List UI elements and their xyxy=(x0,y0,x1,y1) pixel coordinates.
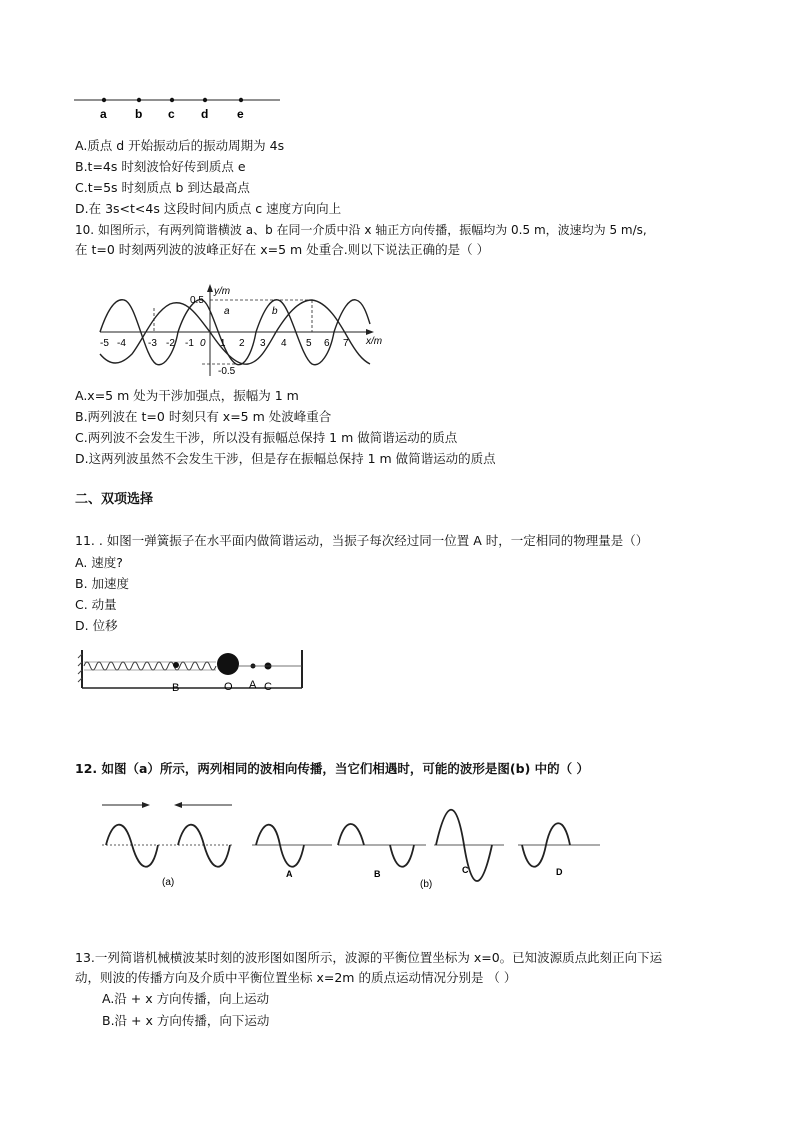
label-A: A xyxy=(249,679,257,691)
q13-option-a: A.沿 + x 方向传播，向上运动 xyxy=(102,991,270,1006)
x-axis-label: x/m xyxy=(366,336,383,347)
label-O: O xyxy=(224,681,233,693)
point-label-e: e xyxy=(237,107,244,121)
point-label-a: a xyxy=(100,107,107,121)
wave-a-right xyxy=(178,825,230,867)
q11-option-b: B. 加速度 xyxy=(75,576,130,591)
q9-option-d: D.在 3s<t<4s 这段时间内质点 c 速度方向向上 xyxy=(75,201,342,216)
wave-a-label: a xyxy=(224,306,230,317)
q10-option-c: C.两列波不会发生干涉，所以没有振幅总保持 1 m 做简谐运动的质点 xyxy=(75,430,458,445)
q11-stem: 11. . 如图一弹簧振子在水平面内做简谐运动，当振子每次经过同一位置 A 时，一定相同的物理量是（） xyxy=(75,533,649,548)
q10-option-a: A.x=5 m 处为干涉加强点，振幅为 1 m xyxy=(75,388,299,403)
x-tick: -2 xyxy=(166,338,175,349)
wave-a-left xyxy=(106,825,158,867)
y-top-label: 0.5 xyxy=(190,295,204,306)
q9-option-a: A.质点 d 开始振动后的振动周期为 4s xyxy=(75,138,285,153)
q11-option-a: A. 速度? xyxy=(75,555,123,570)
x-tick: 7 xyxy=(343,338,349,349)
x-tick: 2 xyxy=(239,338,245,349)
label-b: (b) xyxy=(420,879,433,890)
point-label-d: d xyxy=(201,107,209,121)
label-B: B xyxy=(172,682,180,694)
x-tick: 6 xyxy=(324,338,330,349)
point-label-b: b xyxy=(135,107,143,121)
q9-option-b: B.t=4s 时刻波恰好传到质点 e xyxy=(75,159,246,174)
wave-b-label: b xyxy=(272,306,278,317)
label-C: C xyxy=(264,681,272,693)
y-bottom-label: -0.5 xyxy=(218,366,236,377)
x-tick: 3 xyxy=(260,338,266,349)
x-tick: 0 xyxy=(200,338,206,349)
q13-stem-line1: 13.一列简谐机械横波某时刻的波形图如图所示，波源的平衡位置坐标为 x=0。已知波源质点此刻正向下运 xyxy=(75,950,663,965)
q12-stem: 12. 如图（a）所示，两列相同的波相向传播，当它们相遇时，可能的波形是图(b) 中的（ ） xyxy=(75,761,590,776)
two-waves-figure xyxy=(96,284,396,380)
q13-option-b: B.沿 + x 方向传播，向下运动 xyxy=(102,1013,270,1028)
oscillator-ball xyxy=(217,653,239,675)
section-title: 二、双项选择 xyxy=(75,492,154,507)
choice-C-label: C xyxy=(462,865,469,875)
q11-option-c: C. 动量 xyxy=(75,597,117,612)
choice-A-label: A xyxy=(286,869,293,879)
x-tick: 5 xyxy=(306,338,312,349)
q13-stem-line2: 动，则波的传播方向及介质中平衡位置坐标 x=2m 的质点运动情况分别是 （ ） xyxy=(75,970,517,985)
points-line-figure xyxy=(74,92,284,124)
choice-A-wave xyxy=(256,825,304,867)
q10-stem-line2: 在 t=0 时刻两列波的波峰正好在 x=5 m 处重合.则以下说法正确的是（ ） xyxy=(75,242,490,257)
spring xyxy=(84,662,216,670)
q11-option-d: D. 位移 xyxy=(75,618,118,633)
spring-oscillator-figure xyxy=(78,648,310,698)
x-tick: 1 xyxy=(220,338,226,349)
point-label-c: c xyxy=(168,107,175,121)
label-a: (a) xyxy=(162,877,175,888)
q9-option-c: C.t=5s 时刻质点 b 到达最高点 xyxy=(75,180,250,195)
choice-D-label: D xyxy=(556,867,563,877)
q10-option-d: D.这两列波虽然不会发生干涉，但是存在振幅总保持 1 m 做简谐运动的质点 xyxy=(75,451,496,466)
q10-option-b: B.两列波在 t=0 时刻只有 x=5 m 处波峰重合 xyxy=(75,409,332,424)
waves-meeting-figure xyxy=(100,795,620,895)
x-tick: -4 xyxy=(117,338,126,349)
y-axis-label: y/m xyxy=(214,286,231,297)
x-tick: -1 xyxy=(185,338,194,349)
q10-stem-line1: 10. 如图所示，有两列简谐横波 a、b 在同一介质中沿 x 轴正方向传播，振幅均为 0.5 m，波速均为 5 m/s, xyxy=(75,223,647,237)
x-tick: -5 xyxy=(100,338,109,349)
choice-B-label: B xyxy=(374,869,381,879)
x-tick: -3 xyxy=(148,338,157,349)
x-tick: 4 xyxy=(281,338,287,349)
